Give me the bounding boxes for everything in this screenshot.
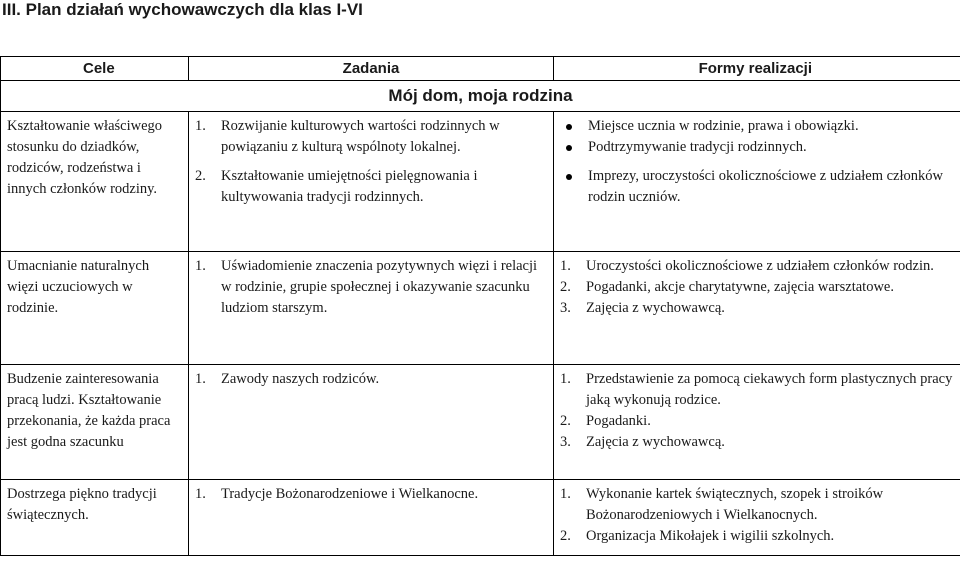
task-item xyxy=(195,369,547,390)
task-item xyxy=(195,256,547,319)
tasks-cell xyxy=(189,480,554,556)
goal-cell: Kształtowanie właściwego stosunku do dziadków, rodziców, rodzeństwa i innych członków rodziny. xyxy=(1,112,189,252)
task-item xyxy=(195,484,547,505)
form-number: 1. xyxy=(560,371,571,387)
section-title: Mój dom, moja rodzina xyxy=(1,81,960,112)
form-item xyxy=(560,369,954,411)
task-number: 1. xyxy=(195,258,206,274)
table-row xyxy=(1,480,960,556)
form-item xyxy=(560,116,954,137)
task-text: Uświadomienie znaczenia pozytywnych więzi i relacji w rodzinie, grupie społecznej i okazywanie szacunku ludziom starszym. xyxy=(221,258,538,316)
form-text: Przedstawienie za pomocą ciekawych form plastycznych pracy jaką wykonują rodzice. xyxy=(586,371,953,408)
tasks-cell xyxy=(189,365,554,480)
bullet-icon xyxy=(566,145,572,151)
form-text: Podtrzymywanie tradycji rodzinnych. xyxy=(588,139,807,155)
table-row xyxy=(1,365,960,480)
plan-table xyxy=(0,56,960,556)
task-number: 1. xyxy=(195,118,206,134)
form-number: 1. xyxy=(560,486,571,502)
task-number: 1. xyxy=(195,486,206,502)
form-number: 3. xyxy=(560,434,571,450)
task-number: 1. xyxy=(195,371,206,387)
header-goals: Cele xyxy=(1,57,189,81)
form-number: 2. xyxy=(560,413,571,429)
tasks-cell xyxy=(189,112,554,252)
forms-cell xyxy=(554,112,960,252)
task-text: Rozwijanie kulturowych wartości rodzinnych w powiązaniu z kulturą wspólnoty lokalnej. xyxy=(221,118,500,155)
form-item xyxy=(560,432,954,453)
goal-cell: Budzenie zainteresowania pracą ludzi. Kształtowanie przekonania, że każda praca jest godna szacunku xyxy=(1,365,189,480)
form-item xyxy=(560,137,954,158)
form-number: 2. xyxy=(560,279,571,295)
header-forms: Formy realizacji xyxy=(554,57,960,81)
form-text: Uroczystości okolicznościowe z udziałem członków rodzin. xyxy=(586,258,934,274)
task-text: Kształtowanie umiejętności pielęgnowania i kultywowania tradycji rodzinnych. xyxy=(221,168,478,205)
form-item xyxy=(560,256,954,277)
form-item xyxy=(560,411,954,432)
header-row xyxy=(1,57,960,81)
form-text: Zajęcia z wychowawcą. xyxy=(586,300,725,316)
form-text: Zajęcia z wychowawcą. xyxy=(586,434,725,450)
forms-cell xyxy=(554,365,960,480)
goal-cell: Dostrzega piękno tradycji świątecznych. xyxy=(1,480,189,556)
form-text: Organizacja Mikołajek i wigilii szkolnych. xyxy=(586,528,835,544)
task-text: Zawody naszych rodziców. xyxy=(221,371,380,387)
table-row xyxy=(1,112,960,252)
goal-cell: Umacnianie naturalnych więzi uczuciowych w rodzinie. xyxy=(1,252,189,365)
task-item xyxy=(195,116,547,158)
form-text: Wykonanie kartek świątecznych, szopek i stroików Bożonarodzeniowych i Wielkanocnych. xyxy=(586,486,884,523)
form-item xyxy=(560,484,954,526)
tasks-cell xyxy=(189,252,554,365)
form-number: 2. xyxy=(560,528,571,544)
form-text: Pogadanki, akcje charytatywne, zajęcia warsztatowe. xyxy=(586,279,894,295)
form-text: Pogadanki. xyxy=(586,413,651,429)
forms-cell xyxy=(554,480,960,556)
page-title: III. Plan działań wychowawczych dla klas I-VI xyxy=(2,0,363,19)
form-text: Imprezy, uroczystości okolicznościowe z udziałem członków rodzin uczniów. xyxy=(588,168,943,205)
form-item xyxy=(560,526,954,547)
task-item xyxy=(195,166,547,208)
bullet-icon xyxy=(566,174,572,180)
table-row xyxy=(1,252,960,365)
task-number: 2. xyxy=(195,168,206,184)
form-text: Miejsce ucznia w rodzinie, prawa i obowiązki. xyxy=(588,118,859,134)
task-text: Tradycje Bożonarodzeniowe i Wielkanocne. xyxy=(221,486,479,502)
form-item xyxy=(560,277,954,298)
bullet-icon xyxy=(566,124,572,130)
section-row xyxy=(1,81,960,112)
header-tasks: Zadania xyxy=(189,57,554,81)
form-item xyxy=(560,298,954,319)
form-number: 3. xyxy=(560,300,571,316)
form-item xyxy=(560,166,954,208)
form-number: 1. xyxy=(560,258,571,274)
forms-cell xyxy=(554,252,960,365)
